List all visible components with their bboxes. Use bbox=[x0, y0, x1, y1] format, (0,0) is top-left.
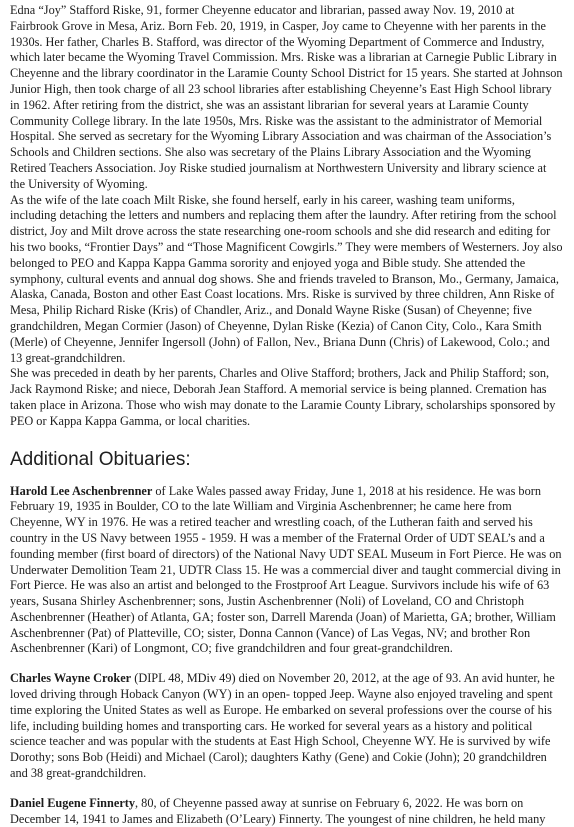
obituary-entry bbox=[10, 484, 564, 658]
lead-paragraph: Edna “Joy” Stafford Riske, 91, former Cheyenne educator and librarian, passed away Nov. 19, 2010 at Fairbrook Grove in Mesa, Ariz. Born Feb. 20, 1919, in Casper, Joy came to Cheyenne with her parents in the 1930s. Her father, Charles B. Stafford, was director of the Wyoming Department of Commerce and Industry, which later became the Wyoming Travel Commission. Mrs. Riske was a librarian at Carnegie Public Library in Cheyenne and the library coordinator in the Laramie County School District for 15 years. She started at Johnson Junior High, then took charge of all 23 school libraries after establishing Cheyenne’s East High School library in 1962. After retiring from the district, she was an assistant librarian for several years at Laramie County Community College library. In the late 1950s, Mrs. Riske was the assistant to the administrator of Memorial Hospital. She served as secretary for the Wyoming Library Association and was chairman of the Association’s Schools and Children sections. She also was secretary of the Plains Library Association and the Wyoming Retired Teachers Association. Joy Riske studied journalism at Northwestern University and library science at the University of Wyoming. bbox=[10, 3, 563, 191]
deceased-name: Harold Lee Aschenbrenner bbox=[10, 483, 153, 498]
deceased-name: Charles Wayne Croker bbox=[10, 671, 132, 686]
deceased-name: Daniel Eugene Finnerty bbox=[10, 795, 136, 810]
lead-paragraph: As the wife of the late coach Milt Riske, she found herself, early in his career, washing team uniforms, including detaching the letters and numbers and replacing them after the laundry. After retiring from the school district, Joy and Milt drove across the state researching one-room schools and she did research and editing for his two books, “Frontier Days” and “Those Magnificent Cowgirls.” They were members of Westerners. Joy also belonged to PEO and Kappa Kappa Gamma sorority and enjoyed yoga and Bible study. She attended the symphony, cultural events and annual dog shows. She and friends traveled to Branson, Mo., Germany, Jamaica, Alaska, Canada, Boston and other East Coast locations. Mrs. Riske is survived by three children, Ann Riske of Mesa, Philip Richard Riske (Kris) of Chandler, Ariz., and Donald Wayne Riske (Susan) of Cheyenne; five grandchildren, Megan Cormier (Jason) of Cheyenne, Dylan Riske (Kezia) of Canon City, Colo., Kara Smith (Merle) of Cheyenne, Jennifer Ingersoll (John) of Fallon, Nev., Briana Dunn (Chris) of Lakewood, Colo.; and 13 great-grandchildren. bbox=[10, 192, 563, 365]
obituary-entry bbox=[10, 796, 564, 827]
obituary-entry bbox=[10, 671, 564, 782]
entry-text: (DIPL 48, MDiv 49) died on November 20, 2012, at the age of 93. An avid hunter, he loved driving through Hoback Canyon (WY) in an open- topped Jeep. Wayne also enjoyed traveling and spent time exploring the United States as well as Europe. He embarked on several professions over the course of his life, including building homes and transporting cars. He worked for several years as a history and political science teacher and was popular with the students at East High School, Cheyenne WY. He is survived by wife Dorothy; sons Bob (Heidi) and Michael (Carol); daughters Kathy (Gene) and Cokie (John); 20 grandchildren and 38 great-grandchildren. bbox=[10, 671, 555, 781]
entry-text: of Lake Wales passed away Friday, June 1, 2018 at his residence. He was born February 19, 1935 in Boulder, CO to the late William and Virginia Aschenbrenner; he came here from Cheyenne, WY in 1976. He was a retired teacher and wrestling coach, of the Lutheran faith and served his country in the US Navy between 1955 - 1959. H was a member of the Fraternal Order of UDT SEAL’s and a founding member (first board of directors) of the National Navy UDT SEAL Museum in Fort Pierce. He was on Underwater Demolition Team 21, UDTR Class 15. He was a commercial diver and taught commercial diving in Fort Pierce. He was also an artist and belonged to the Frostproof Art League. Survivors include his wife of 63 years, Susana Shirley Aschenbrenner; sons, Justin Aschenbrenner (Noli) of Loveland, CO and Christoph Aschenbrenner (Heather) of Atlanta, GA; foster son, Darrell Marenda (Joan) of Marietta, GA; brother, William Aschenbrenner (Pat) of Platteville, CO; sister, Donna Cannon (Vance) of Las Vegas, NV; and brother Ron Aschenbrenner (Kari) of Longmont, CO; five grandchildren and four great-grandchildren. bbox=[10, 483, 562, 656]
lead-paragraph: She was preceded in death by her parents, Charles and Olive Stafford; brothers, Jack and Philip Stafford; son, Jack Raymond Riske; and niece, Deborah Jean Stafford. A memorial service is being planned. Cremation has taken place in Arizona. Those who wish may donate to the Laramie County Library, scholarships sponsored by PEO or Kappa Kappa Gamma, or local charities. bbox=[10, 366, 556, 428]
section-heading: Additional Obituaries: bbox=[10, 448, 191, 470]
lead-obituary bbox=[10, 0, 564, 430]
entry-text: , 80, of Cheyenne passed away at sunrise on February 6, 2022. He was born on December 14, 1941 to James and Elizabeth (O’Leary) Finnerty. The youngest of nine children, he held many bbox=[10, 795, 546, 826]
